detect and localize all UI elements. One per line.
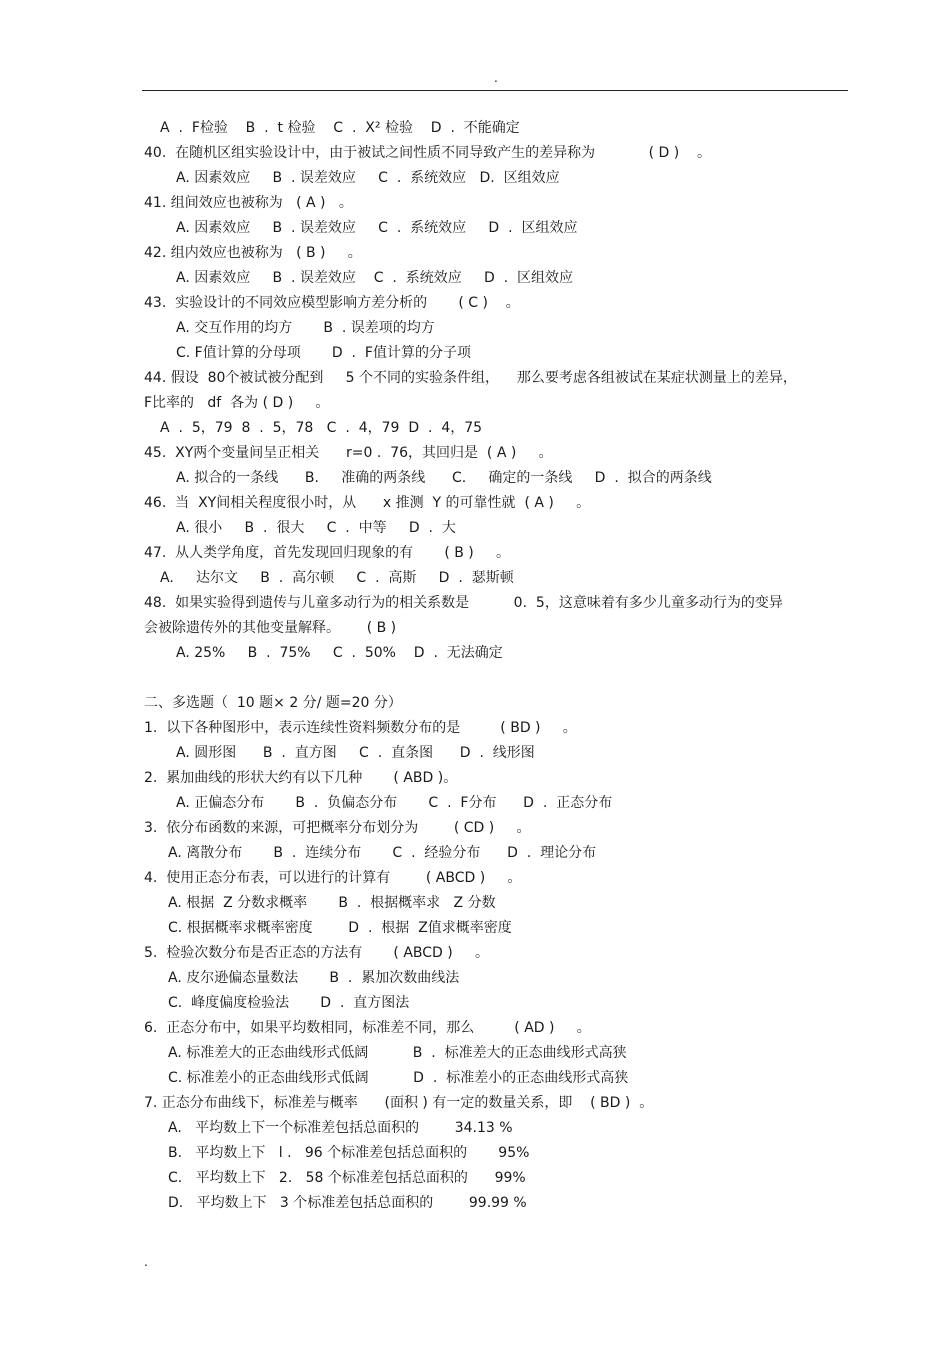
q46-options: A. 很小 B . 很大 C . 中等 D . 大 — [176, 520, 456, 536]
m4-stem: 4. 使用正态分布表，可以进行的计算有 ( ABCD ) 。 — [144, 870, 522, 886]
m7-option-c: C. 平均数上下 2. 58 个标准差包括总面积的 99% — [168, 1170, 526, 1186]
q44-options: A . 5，79 8 . 5，78 C . 4，79 D . 4，75 — [160, 420, 483, 436]
q43-options-cd: C. F值计算的分母项 D . F值计算的分子项 — [176, 345, 471, 361]
q47-options: A. 达尔文 B . 高尔顿 C . 高斯 D . 瑟斯顿 — [160, 570, 514, 586]
m5-options-cd: C. 峰度偏度检验法 D . 直方图法 — [168, 995, 410, 1011]
q48-stem-cont: 会被除遗传外的其他变量解释。 ( B ) — [144, 620, 397, 636]
q48-stem: 48. 如果实验得到遗传与儿童多动行为的相关系数是 0. 5，这意味着有多少儿童多动行为的变异 — [144, 595, 783, 611]
m6-stem: 6. 正态分布中，如果平均数相同，标准差不同，那么 ( AD ) 。 — [144, 1020, 591, 1036]
m4-options-ab: A. 根据 Z 分数求概率 B . 根据概率求 Z 分数 — [168, 895, 496, 911]
q43-options-ab: A. 交互作用的均方 B . 误差项的均方 — [176, 320, 435, 336]
header-rule — [142, 90, 848, 91]
q44-stem: 44. 假设 80个被试被分配到 5 个不同的实验条件组， 那么要考虑各组被试在某症状测量上的差异， — [144, 370, 797, 386]
header-dot: . — [494, 71, 498, 85]
m3-stem: 3. 依分布函数的来源，可把概率分布划分为 ( CD ) 。 — [144, 820, 531, 836]
m7-option-d: D. 平均数上下 3 个标准差包括总面积的 99.99 % — [168, 1195, 527, 1211]
q42-stem: 42. 组内效应也被称为 ( B ) 。 — [144, 245, 362, 261]
m2-options: A. 正偏态分布 B . 负偏态分布 C . F分布 D . 正态分布 — [176, 795, 613, 811]
m6-options-cd: C. 标准差小的正态曲线形式低阔 D . 标准差小的正态曲线形式高狭 — [168, 1070, 629, 1086]
q39-options: A . F检验 B . t 检验 C . X² 检验 D . 不能确定 — [160, 120, 520, 136]
q40-options: A. 因素效应 B . 误差效应 C . 系统效应 D. 区组效应 — [176, 170, 560, 186]
q43-stem: 43. 实验设计的不同效应模型影响方差分析的 ( C ) 。 — [144, 295, 520, 311]
q48-options: A. 25% B . 75% C . 50% D . 无法确定 — [176, 645, 503, 661]
m1-stem: 1. 以下各种图形中，表示连续性资料频数分布的是 ( BD ) 。 — [144, 720, 577, 736]
q44-stem-cont: F比率的 df 各为 ( D ) 。 — [144, 395, 330, 411]
m3-options: A. 离散分布 B . 连续分布 C . 经验分布 D . 理论分布 — [168, 845, 597, 861]
m1-options: A. 圆形图 B . 直方图 C . 直条图 D . 线形图 — [176, 745, 535, 761]
section-gap — [0, 666, 950, 691]
q42-options: A. 因素效应 B . 误差效应 C . 系统效应 D . 区组效应 — [176, 270, 573, 286]
q45-options: A. 拟合的一条线 B. 准确的两条线 C. 确定的一条线 D . 拟合的两条线 — [176, 470, 712, 486]
m5-stem: 5. 检验次数分布是否正态的方法有 ( ABCD ) 。 — [144, 945, 489, 961]
question-list — [0, 116, 950, 1216]
m2-stem: 2. 累加曲线的形状大约有以下几种 ( ABD )。 — [144, 770, 458, 786]
m7-stem: 7. 正态分布曲线下，标准差与概率 (面积 ) 有一定的数量关系，即 ( BD ) 。 — [144, 1095, 654, 1111]
m5-options-ab: A. 皮尔逊偏态量数法 B . 累加次数曲线法 — [168, 970, 460, 986]
footer-dot: . — [144, 1255, 148, 1269]
m7-option-a: A. 平均数上下一个标准差包括总面积的 34.13 % — [168, 1120, 513, 1136]
q41-stem: 41. 组间效应也被称为 ( A ) 。 — [144, 195, 353, 211]
q41-options: A. 因素效应 B . 误差效应 C . 系统效应 D . 区组效应 — [176, 220, 578, 236]
m6-options-ab: A. 标准差大的正态曲线形式低阔 B . 标准差大的正态曲线形式高狭 — [168, 1045, 627, 1061]
q45-stem: 45. XY两个变量间呈正相关 r=0 . 76，其回归是 ( A ) 。 — [144, 445, 553, 461]
q46-stem: 46. 当 XY间相关程度很小时，从 x 推测 Y 的可靠性就 ( A ) 。 — [144, 495, 591, 511]
q47-stem: 47. 从人类学角度，首先发现回归现象的有 ( B ) 。 — [144, 545, 510, 561]
m4-options-cd: C. 根据概率求概率密度 D . 根据 Z值求概率密度 — [168, 920, 512, 936]
section-heading-multi-choice: 二、多选题（ 10 题× 2 分/ 题=20 分） — [144, 695, 402, 711]
q40-stem: 40. 在随机区组实验设计中，由于被试之间性质不同导致产生的差异称为 ( D ) 。 — [144, 145, 711, 161]
m7-option-b: B. 平均数上下 l . 96 个标准差包括总面积的 95% — [168, 1145, 530, 1161]
